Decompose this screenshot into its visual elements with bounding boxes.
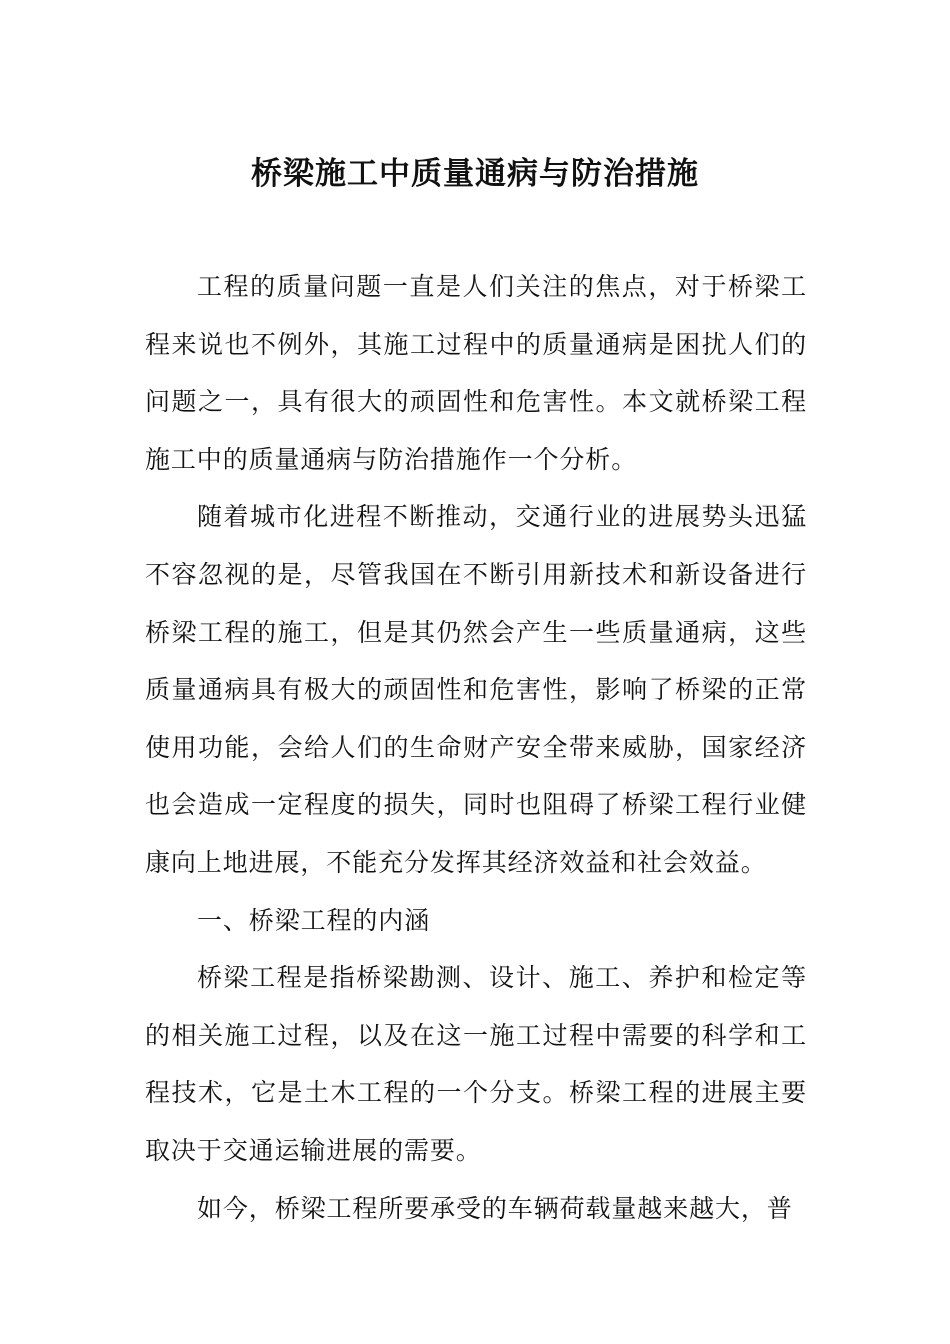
paragraph-intro: 工程的质量问题一直是人们关注的焦点，对于桥梁工程来说也不例外，其施工过程中的质量通病是困扰人们的问题之一，具有很大的顽固性和危害性。本文就桥梁工程施工中的质量通病与防治措施作一个分析。: [145, 272, 807, 474]
paragraph-definition: 桥梁工程是指桥梁勘测、设计、施工、养护和检定等的相关施工过程，以及在这一施工过程中需要的科学和工程技术，它是土木工程的一个分支。桥梁工程的进展主要取决于交通运输进展的需要。: [145, 963, 807, 1165]
document-body: [145, 258, 807, 1237]
document-title: 桥梁施工中质量通病与防治措施: [251, 155, 699, 192]
section-heading-1: 一、桥梁工程的内涵: [197, 905, 431, 935]
paragraph-background: 随着城市化进程不断推动，交通行业的进展势头迅猛不容忽视的是，尽管我国在不断引用新技术和新设备进行桥梁工程的施工，但是其仍然会产生一些质量通病，这些质量通病具有极大的顽固性和危害性，影响了桥梁的正常使用功能，会给人们的生命财产安全带来威胁，国家经济也会造成一定程度的损失，同时也阻碍了桥梁工程行业健康向上地进展，不能充分发挥其经济效益和社会效益。: [145, 502, 807, 877]
paragraph-continued: 如今，桥梁工程所要承受的车辆荷载量越来越大，普: [197, 1193, 793, 1223]
